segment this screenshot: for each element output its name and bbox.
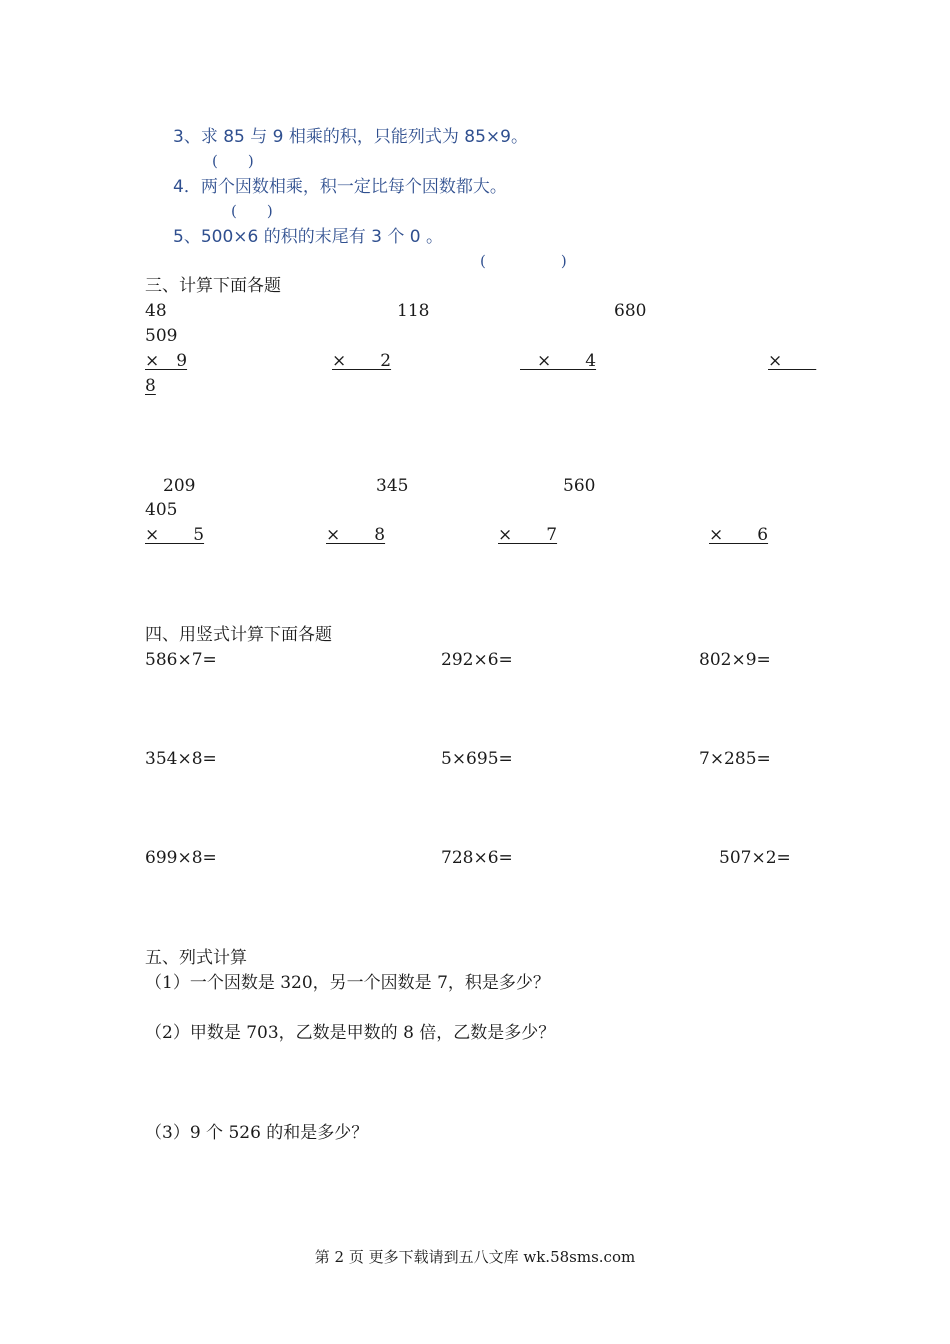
- vertical-top-number: 48: [145, 301, 167, 321]
- vertical-top-number: 405: [145, 500, 178, 520]
- judge-answer-blank-5[interactable]: ( ): [480, 252, 567, 270]
- judge-question-5: 5、500×6 的积的末尾有 3 个 0 。: [173, 227, 443, 247]
- written-calc-problem: 292×6=: [441, 650, 513, 670]
- word-problem: （2）甲数是 703，乙数是甲数的 8 倍，乙数是多少？: [145, 1023, 556, 1043]
- vertical-top-number: 680: [614, 301, 647, 321]
- section5-title: 五、列式计算: [145, 948, 247, 968]
- written-calc-problem: 802×9=: [699, 650, 771, 670]
- vertical-factor-line: ×: [768, 351, 817, 371]
- written-calc-problem: 728×6=: [441, 848, 513, 868]
- vertical-factor-line: × 5: [145, 525, 205, 545]
- written-calc-problem: 699×8=: [145, 848, 217, 868]
- vertical-factor-line: × 9: [145, 351, 188, 371]
- section3-title: 三、计算下面各题: [145, 276, 281, 296]
- vertical-factor-line: × 7: [498, 525, 558, 545]
- vertical-factor-line: × 4: [520, 351, 597, 371]
- vertical-top-number: 345: [376, 476, 409, 496]
- judge-answer-blank-3[interactable]: ( ): [212, 152, 254, 170]
- word-problem: （3）9 个 526 的和是多少？: [145, 1123, 369, 1143]
- vertical-factor-line: × 2: [332, 351, 392, 371]
- judge-answer-blank-4[interactable]: ( ): [231, 202, 273, 220]
- vertical-top-number: 560: [563, 476, 596, 496]
- judge-question-3: 3、求 85 与 9 相乘的积，只能列式为 85×9。: [173, 127, 528, 147]
- vertical-top-number: 118: [397, 301, 430, 321]
- vertical-top-number: 209: [163, 476, 196, 496]
- written-calc-problem: 354×8=: [145, 749, 217, 769]
- vertical-factor-line: 8: [145, 376, 156, 396]
- word-problem: （1）一个因数是 320，另一个因数是 7，积是多少？: [145, 973, 550, 993]
- written-calc-problem: 7×285=: [699, 749, 771, 769]
- written-calc-problem: 5×695=: [441, 749, 513, 769]
- vertical-factor-line: × 8: [326, 525, 386, 545]
- vertical-top-number: 509: [145, 326, 178, 346]
- section4-title: 四、用竖式计算下面各题: [145, 625, 332, 645]
- vertical-factor-line: × 6: [709, 525, 769, 545]
- page-footer: 第 2 页 更多下载请到五八文库 wk.58sms.com: [314, 1248, 636, 1266]
- written-calc-problem: 507×2=: [719, 848, 791, 868]
- written-calc-problem: 586×7=: [145, 650, 217, 670]
- judge-question-4: 4．两个因数相乘，积一定比每个因数都大。: [173, 177, 507, 197]
